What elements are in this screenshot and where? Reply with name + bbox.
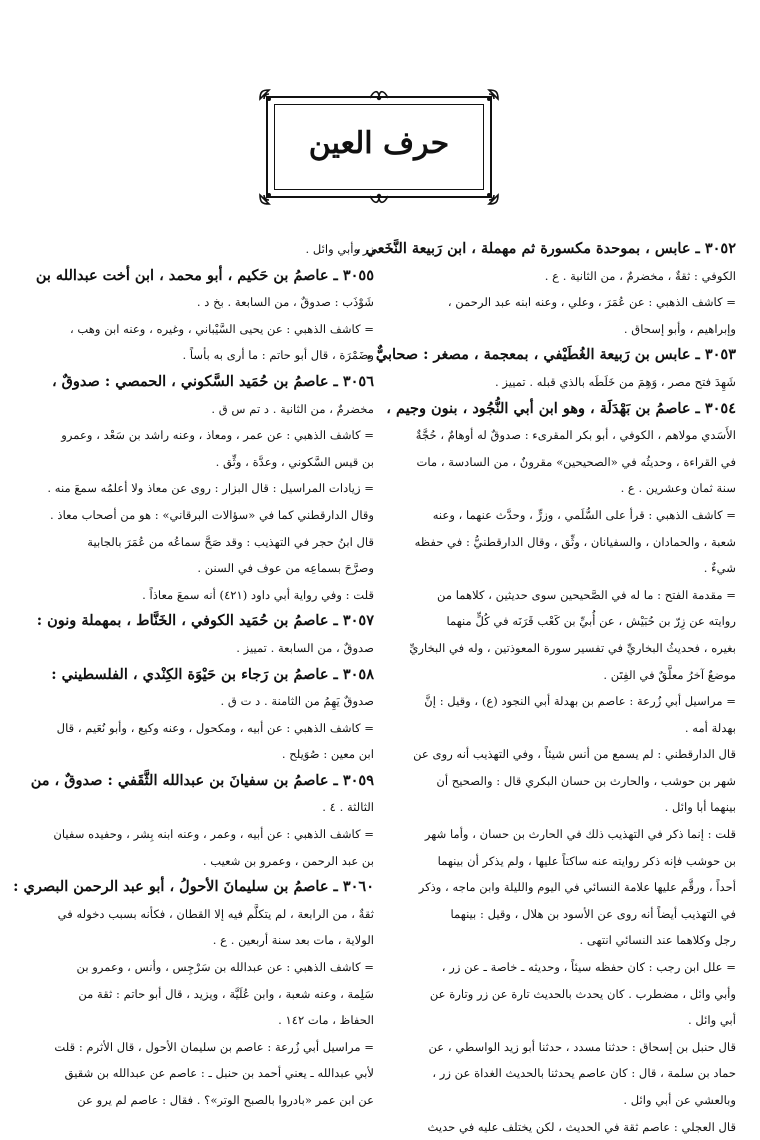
text-line: وإبراهيم ، وأبو إسحاق . — [623, 321, 736, 336]
text-line: قال حنبل بن إسحاق : حدثنا مسدد ، حدثنا أبو زيد الواسطي ، عن — [428, 1039, 736, 1054]
text-line: قلت : وفي رواية أبي داود (٤٢١) أنه سمعَ معاذاً . — [142, 587, 374, 602]
text-line: وضَمْرَة ، قال أبو حاتم : ما أرى به بأساً . — [182, 348, 374, 363]
text-line: سنة ثمان وعشرين . ع . — [620, 481, 736, 496]
text-line: ابن معين : صُوَيلح . — [281, 747, 374, 762]
narrator-entry-heading: ٣٠٥٩ ـ عاصمُ بن سفيانَ بن عبدالله الثَّقَفي : صدوقٌ ، من — [30, 771, 374, 789]
text-line: الثالثة . ٤ . — [322, 800, 374, 815]
text-line: وأبي وائل ، مضطرب . كان يحدث بالحديث تارة عن زر وتارة عن — [429, 986, 736, 1001]
top-ornament-icon — [368, 84, 390, 106]
text-line: روايته عن زِرّ بن حُبَيْش ، عن أُبيِّ بن كَعْب قَرَنَه في كُلٍّ منهما — [446, 614, 736, 629]
text-line: حماد بن سلمة ، قال : كان عاصم يحدثنا بالحديث الغداة عن زر ، — [432, 1066, 736, 1081]
text-line: عن ابن عمر «بادروا بالصبح الوتر»؟ . فقال : عاصم لم يرو عن — [77, 1093, 374, 1107]
text-line: قلت : إنما ذكر في التهذيب ذلك في الحارث بن حسان ، وأما شهر — [424, 827, 736, 842]
text-line: = كاشف الذهبي : عن يحيى السَّيْباني ، وغيره ، وعنه ابن وهب ، — [69, 321, 374, 336]
narrator-entry-heading: ٣٠٥٨ ـ عاصمُ بن رَجاء بن حَيْوَة الكِنْدي ، الفلسطيني : — [51, 665, 374, 683]
bottom-ornament-icon — [368, 188, 390, 210]
text-line: وبالعشي عن أبي وائل . — [623, 1093, 736, 1107]
text-line: رجل وكلاهما عند النسائي انتهى . — [579, 933, 736, 948]
text-line: بهدلة أمه . — [684, 720, 736, 735]
text-line: = مراسيل أبي زُرعة : عاصم بن سليمان الأحول ، قال الأثرم : قلت — [54, 1039, 374, 1054]
text-line: الكوفي : ثقةٌ ، مخضرمٌ ، من الثانية . ع . — [544, 268, 736, 283]
text-line: أحداً ، ورقَّم عليها علامة النسائي في اليوم والليلة وابن ماجه ، وذكر — [418, 880, 736, 895]
text-line: مخضرمٌ ، من الثانية . د تم س ق . — [211, 401, 374, 416]
corner-ornament-icon — [478, 88, 500, 110]
chapter-title: حرف العين — [308, 126, 450, 161]
text-line: = كاشف الذهبي : عن عُمَرَ ، وعلي ، وعنه ابنه عبد الرحمن ، — [447, 295, 736, 310]
text-line: صدوقٌ يَهِمُ من الثامنة . د ت ق . — [220, 694, 374, 709]
text-line: بن عبد الرحمن ، وعمرو بن شعيب . — [202, 853, 374, 868]
narrator-entry-heading: ٣٠٥٢ ـ عابس ، بموحدة مكسورة ثم مهملة ، ابن رَبيعة النَّخَعي ، — [355, 240, 736, 257]
narrator-entry-heading: ٣٠٥٧ ـ عاصمُ بن حُمَيد الكوفي ، الخَنَّاط ، بمهملة ونون : — [36, 612, 374, 630]
corner-ornament-icon — [478, 184, 500, 206]
right-text-column — [355, 236, 736, 1134]
narrator-entry-heading: ٣٠٥٤ ـ عاصمُ بن بَهْدَلَة ، وهو ابن أبي النُّجُود ، بنون وجيم ، — [386, 399, 736, 417]
text-line: قال ابنُ حجر في التهذيب : وقد صَحَّ سماعُه من عُمَرَ بالجابية — [87, 534, 374, 549]
text-line: = كاشف الذهبي : عن عبدالله بن سَرْجِس ، وأنس ، وعمرو بن — [76, 960, 374, 975]
text-line: شَوْذَب : صدوقٌ ، من السابعة . بخ د . — [196, 295, 374, 310]
narrator-entry-heading: ٣٠٦٠ ـ عاصمُ بن سليمانَ الأحولُ ، أبو عبد الرحمن البصري : — [13, 878, 374, 896]
text-line: في القراءة ، وحديثُه في «الصحيحين» مقرونٌ ، من السادسة ، مات — [416, 454, 736, 469]
narrator-entry-heading: ٣٠٥٥ ـ عاصمُ بن حَكيم ، أبو محمد ، ابن أخت عبدالله بن — [35, 266, 374, 284]
text-line: بن حوشب فإنه ذكر روايته عنه ساكتاً عليها ، ولم يذكر أن بينهما — [437, 853, 736, 868]
corner-ornament-icon — [258, 184, 280, 206]
text-line: زر وأبي وائل . — [305, 242, 374, 256]
text-line: = زيادات المراسيل : قال البزار : روى عن معاذ ولا أعلمُه سمعَ منه . — [47, 481, 374, 496]
text-line: شيءٌ . — [703, 561, 736, 576]
text-line: = كاشف الذهبي : عن عمر ، ومعاذ ، وعنه راشد بن سَعْد ، وعمرو — [61, 428, 374, 443]
text-line: في التهذيب أيضاً أنه روى عن الأسود بن هلال ، وقيل : بينهما — [450, 906, 736, 921]
text-line: = علل ابن رجب : كان حفظه سيئاً ، وحديثه ـ خاصة ـ عن زر ، — [441, 960, 736, 975]
text-line: = مقدمة الفتح : ما له في الصَّحيحين سوى حديثين ، كلاهما من — [437, 587, 736, 602]
text-line: موضعٌ آخرُ معلَّقٌ في الفِتَن . — [603, 667, 736, 682]
text-line: قال العجلي : عاصم ثقة في الحديث ، لكن يختلف عليه في حديث — [427, 1119, 736, 1134]
text-line: وصرَّحَ بسماعِه من عوف في السنن . — [197, 561, 374, 576]
text-line: = مراسيل أبي زُرعة : عاصم بن بهدلة أبي النجود (ع) ، وقيل : إنَّ — [424, 694, 736, 709]
left-text-column — [13, 236, 374, 1107]
title-frame — [266, 96, 492, 198]
text-line: سَلِمة ، وعنه شعبة ، وابن عُلَيَّة ، ويزيد ، قال أبو حاتم : ثقة من — [78, 986, 374, 1001]
text-line: الحفاظ ، مات ١٤٢ . — [278, 1013, 374, 1028]
text-line: بينهما أبا وائل . — [664, 800, 736, 815]
text-line: قال الدارقطني : لم يسمع من أنس شيئاً ، وفي التهذيب أنه روى عن — [413, 747, 736, 762]
text-line: = كاشف الذهبي : عن أبيه ، وعمر ، وعنه ابنه بِشر ، وحفيده سفيان — [53, 827, 374, 842]
text-line: شعبة ، والحمادان ، والسفيانان ، وثِّق ، وقال الدارقطنيُّ : في حفظه — [414, 534, 736, 549]
text-line: لأبي عبدالله ـ يعني أحمد بن حنبل ـ : عاصم عن عبدالله بن شقيق — [64, 1066, 374, 1081]
text-line: بغيره ، فحديثُ البخاريِّ في تفسير سورة المعوذتين ، وله في البخاريِّ — [409, 640, 736, 655]
text-line: شهر بن حوشب ، والحارث بن حسان البكري قال : والصحيح أن — [436, 773, 736, 788]
text-line: ثقةٌ ، من الرابعة ، لم يتكلَّم فيه إلا القطان ، فكأنه بسبب دخوله في — [57, 906, 374, 921]
narrator-entry-heading: ٣٠٥٣ ـ عابس بن رَبيعة الغُطَيْفي ، بمعجمة ، مصغر : صحابيٌّ ، — [366, 346, 736, 364]
text-line: الأَسَدي مولاهم ، الكوفي ، أبو بكر المقرىء : صدوقٌ له أوهامٌ ، حُجَّةٌ — [415, 428, 736, 443]
text-line: = كاشف الذهبي : عن أبيه ، ومكحول ، وعنه وكيع ، وأبو نُعَيم ، قال — [56, 720, 374, 735]
text-line: شَهِدَ فتح مصر ، وَهِمَ من خَلَطَه بالذي قبله . تمييز . — [494, 374, 736, 389]
text-line: أبي وائل . — [688, 1013, 736, 1028]
corner-ornament-icon — [258, 88, 280, 110]
text-line: = كاشف الذهبي : قرأ على السُّلَمي ، وزرٍّ ، وحدَّث عنهما ، وعنه — [432, 507, 736, 522]
text-line: وقال الدارقطني كما في «سؤالات البرقاني» : هو من أصحاب معاذ . — [50, 507, 374, 522]
narrator-entry-heading: ٣٠٥٦ ـ عاصمُ بن حُمَيد السَّكوني ، الحمصي : صدوقٌ ، — [51, 372, 374, 390]
text-line: الولاية ، مات بعد سنة أربعين . ع . — [212, 933, 374, 948]
text-line: بن قيس السَّكوني ، وعدَّة ، وثِّق . — [215, 454, 374, 469]
text-line: صدوقٌ ، من السابعة . تمييز . — [236, 640, 374, 655]
